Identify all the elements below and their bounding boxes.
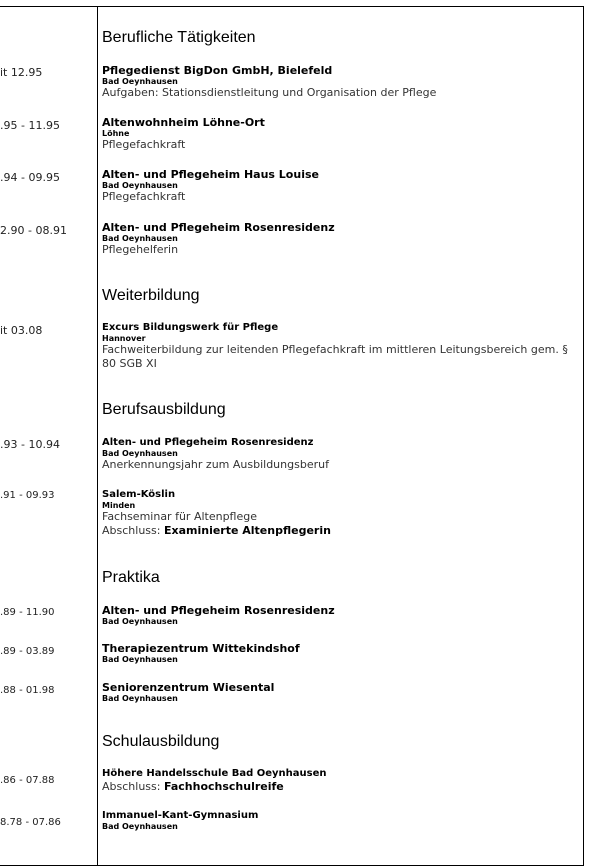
section-title-praktika: Praktika — [102, 569, 160, 586]
entry-description: Pflegefachkraft — [102, 138, 186, 151]
entry-organization: Therapiezentrum Wittekindshof — [102, 642, 300, 655]
result-label: Abschluss: — [102, 780, 161, 793]
entry-organization: Excurs Bildungswerk für Pflege — [102, 322, 279, 333]
entry-location: Bad Oeynhausen — [102, 449, 178, 458]
entry-description: Anerkennungsjahr zum Ausbildungsberuf — [102, 458, 329, 471]
entry-description: Pflegefachkraft — [102, 190, 186, 203]
section-title-berufliche-taetigkeiten: Berufliche Tätigkeiten — [102, 29, 256, 46]
entry-organization: Alten- und Pflegeheim Rosenresidenz — [102, 221, 335, 234]
entry-altenwohnheim-loehne — [102, 116, 582, 152]
entry-location: Hannover — [102, 334, 146, 343]
entry-description: Fachweiterbildung zur leitenden Pflegefachkraft im mittleren Leitungsbereich gem. § 80 SGB XI — [102, 343, 568, 370]
entry-location: Bad Oeynhausen — [102, 181, 178, 190]
result-label: Abschluss: — [102, 524, 161, 537]
entry-date: .95 - 11.95 — [0, 119, 60, 132]
entry-date: .88 - 01.98 — [0, 685, 55, 696]
entry-result — [102, 524, 582, 538]
entry-rosenresidenz-ausbildung — [102, 436, 582, 472]
result-value: Fachhochschulreife — [163, 780, 284, 793]
entry-gymnasium — [102, 809, 582, 831]
entry-excurs — [102, 321, 582, 371]
entry-location: Löhne — [102, 129, 130, 138]
section-title-berufsausbildung: Berufsausbildung — [102, 401, 226, 418]
entry-praktikum-rosenresidenz — [102, 604, 582, 626]
entry-bigdon — [102, 64, 582, 100]
entry-organization: Salem-Köslin — [102, 489, 176, 500]
entry-date: it 12.95 — [0, 66, 43, 79]
entry-date: 8.78 - 07.86 — [0, 817, 61, 828]
entry-description: Pflegehelferin — [102, 243, 179, 256]
entry-praktikum-wittekindshof — [102, 642, 582, 664]
entry-organization: Pflegedienst BigDon GmbH, Bielefeld — [102, 64, 333, 77]
entry-praktikum-wiesental — [102, 681, 582, 703]
entry-description: Aufgaben: Stationsdienstleitung und Organisation der Pflege — [102, 86, 437, 99]
entry-date: .89 - 03.89 — [0, 646, 55, 657]
entry-location: Bad Oeynhausen — [102, 234, 178, 243]
entry-date: .91 - 09.93 — [0, 490, 55, 501]
entry-salem-koeslin — [102, 488, 582, 538]
entry-organization: Alten- und Pflegeheim Rosenresidenz — [102, 604, 335, 617]
entry-date: .86 - 07.88 — [0, 775, 55, 786]
entry-location: Bad Oeynhausen — [102, 77, 178, 86]
result-value: Examinierte Altenpflegerin — [163, 524, 331, 537]
entry-date: it 03.08 — [0, 324, 43, 337]
entry-date: .93 - 10.94 — [0, 438, 60, 451]
entry-organization: Altenwohnheim Löhne-Ort — [102, 116, 265, 129]
column-divider — [97, 6, 98, 866]
entry-handelsschule — [102, 767, 582, 794]
entry-organization: Immanuel-Kant-Gymnasium — [102, 810, 259, 821]
entry-location: Bad Oeynhausen — [102, 655, 178, 664]
entry-location: Minden — [102, 501, 136, 510]
entry-date: .94 - 09.95 — [0, 171, 60, 184]
entry-rosenresidenz-beruf — [102, 221, 582, 257]
entry-haus-louise — [102, 168, 582, 204]
entry-organization: Alten- und Pflegeheim Haus Louise — [102, 168, 319, 181]
entry-result — [102, 780, 582, 794]
entry-date: .89 - 11.90 — [0, 607, 55, 618]
entry-location: Bad Oeynhausen — [102, 694, 178, 703]
entry-date: 2.90 - 08.91 — [0, 224, 67, 237]
entry-organization: Seniorenzentrum Wiesental — [102, 681, 275, 694]
entry-location: Bad Oeynhausen — [102, 617, 178, 626]
entry-description: Fachseminar für Altenpflege — [102, 510, 258, 523]
section-title-schulausbildung: Schulausbildung — [102, 733, 220, 750]
section-title-weiterbildung: Weiterbildung — [102, 287, 200, 304]
entry-organization: Alten- und Pflegeheim Rosenresidenz — [102, 437, 314, 448]
entry-organization: Höhere Handelsschule Bad Oeynhausen — [102, 768, 327, 779]
entry-location: Bad Oeynhausen — [102, 822, 178, 831]
